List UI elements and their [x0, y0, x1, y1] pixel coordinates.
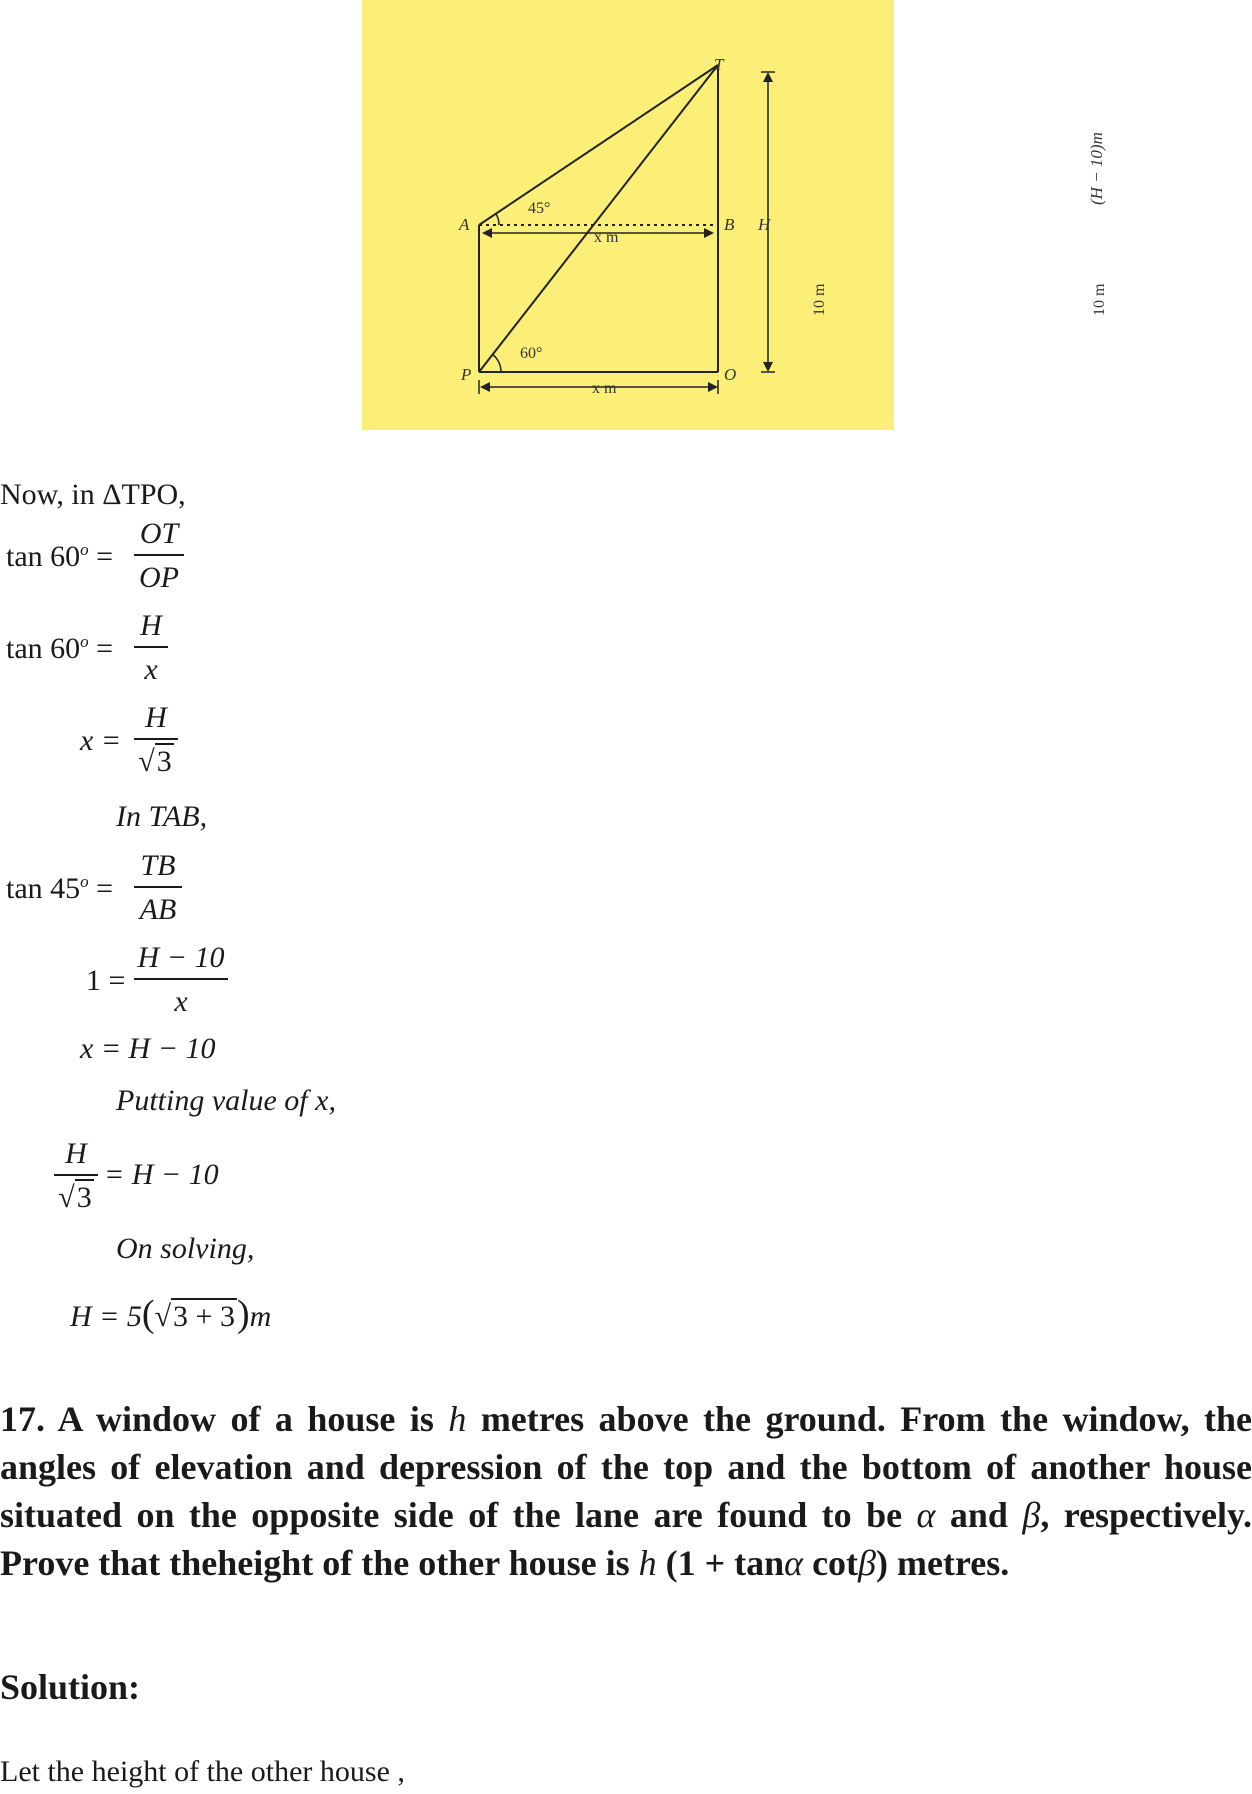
equals-h-minus-10: = H − 10: [104, 1158, 219, 1191]
fraction-OT-OP: OT OP: [134, 514, 184, 600]
last-line: Let the height of the other house ,: [0, 1755, 405, 1788]
tan45-label: tan 45$^o$ =: [6, 872, 114, 905]
putting-value-line: Putting value of x,: [116, 1084, 336, 1117]
one-equals: 1 =: [86, 964, 126, 997]
tan60-label-1: tan 60$^o$ =: [6, 540, 114, 573]
label-B: B: [724, 215, 735, 234]
fraction-TB-AB: TB AB: [134, 846, 182, 932]
label-upper-height: (H − 10)m: [1087, 132, 1106, 205]
h-result: H = 5(√3 + 3)m: [70, 1293, 272, 1335]
label-P: P: [461, 365, 472, 384]
x-equals-1: x =: [80, 724, 122, 757]
x-equals-h-minus-10: x = H − 10: [80, 1032, 216, 1065]
fraction-H-x: H x: [134, 606, 168, 692]
label-angle-60: 60°: [520, 345, 543, 362]
label-right-height: 10 m: [1091, 283, 1108, 316]
fraction-H-sqrt3: H √3: [134, 698, 178, 784]
label-bottom-distance: x m: [592, 380, 617, 397]
label-left-height: 10 m: [811, 283, 828, 316]
fraction-H-sqrt3-2: H √3: [54, 1134, 98, 1220]
sight-line-P: [479, 65, 718, 372]
question-17: 17. A window of a house is h metres above the ground. From the window, the angles of elevation and depression of the top and the bottom of another house situated on the opposite side of the lane are found to be α and β, respectively. Prove that theheight of the other house is h (1 + tanα cotβ) metres.: [0, 1399, 1252, 1583]
fraction-H-minus-10-x: H − 10 x: [134, 938, 228, 1024]
in-tab-line: In TAB,: [116, 800, 208, 833]
label-T: T: [714, 55, 724, 74]
diagram-figure: [362, 0, 1108, 430]
label-H: H: [758, 215, 771, 234]
label-A: A: [459, 215, 470, 234]
label-angle-45: 45°: [528, 200, 551, 217]
height-diagram: [362, 0, 1108, 430]
on-solving-line: On solving,: [116, 1232, 255, 1265]
tan60-label-2: tan 60$^o$ =: [6, 632, 114, 665]
label-mid-distance: x m: [594, 229, 619, 246]
sight-line-A: [479, 65, 718, 225]
intro-line: Now, in ΔTPO,: [0, 478, 186, 511]
label-O: O: [724, 365, 737, 384]
solution-heading: Solution:: [0, 1667, 141, 1707]
